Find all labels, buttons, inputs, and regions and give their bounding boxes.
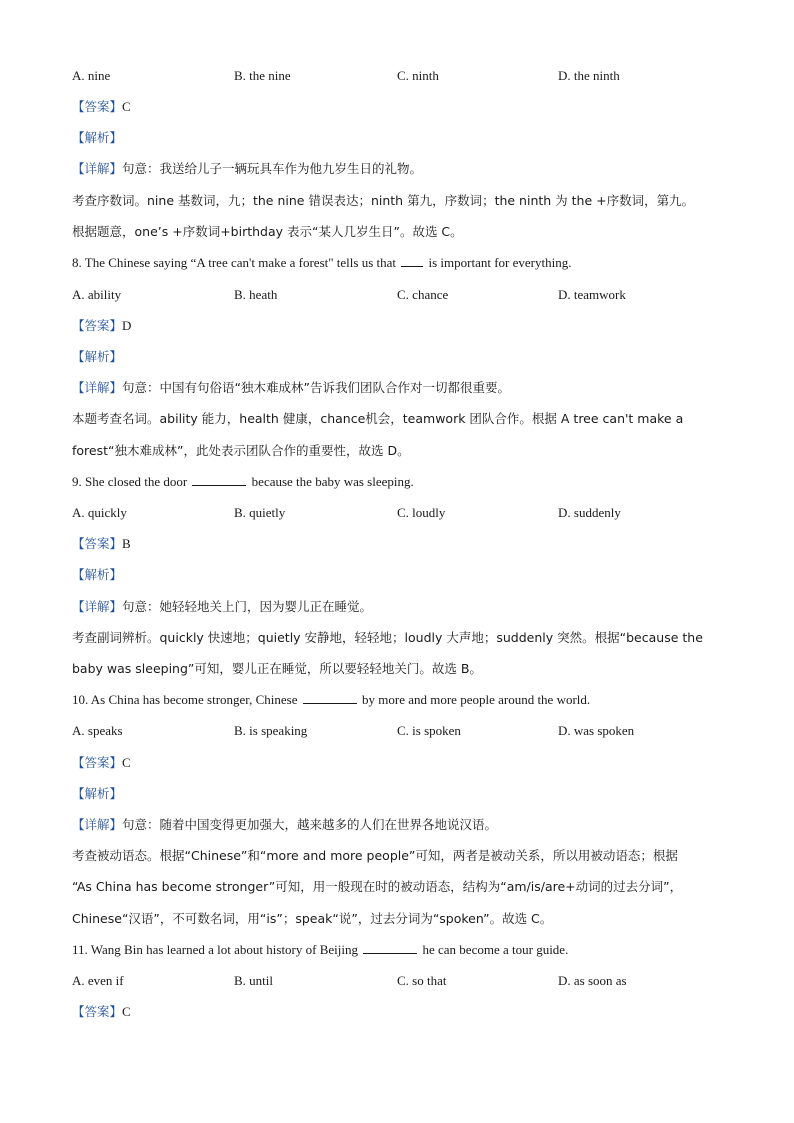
q10-stem — [72, 689, 732, 711]
answer-value: B — [122, 536, 131, 551]
q9-option-c: C. loudly — [397, 505, 446, 520]
q9-explain-1: 考查副词辨析。quickly 快速地；quietly 安静地，轻轻地；loudly 大声地；suddenly 突然。根据“because the — [72, 630, 703, 645]
answer-value: C — [122, 99, 131, 114]
q8-stem — [72, 252, 732, 274]
q8-option-b: B. heath — [234, 287, 278, 302]
q7-analysis — [72, 127, 732, 149]
q10-explain-3: Chinese“汉语”，不可数名词，用“is”；speak“说”，过去分词为“spoken”。故选 C。 — [72, 911, 553, 926]
q8-answer — [72, 315, 732, 337]
q8-detail — [72, 377, 732, 399]
q10-options — [72, 720, 732, 742]
q9-option-d: D. suddenly — [558, 505, 621, 520]
q11-stem — [72, 939, 732, 961]
q8-explain-1: 本题考查名词。ability 能力，health 健康，chance机会，teamwork 团队合作。根据 A tree can't make a — [72, 411, 684, 426]
q11-option-b: B. until — [234, 973, 274, 988]
q10-option-d: D. was spoken — [558, 723, 635, 738]
q10-detail — [72, 814, 732, 836]
q7-option-d: D. the ninth — [558, 68, 620, 83]
q11-answer — [72, 1001, 732, 1023]
analysis-label: 【解析】 — [72, 786, 123, 801]
q9-option-b: B. quietly — [234, 505, 286, 520]
answer-blank — [303, 689, 357, 704]
detail-text: 句意：她轻轻地关上门，因为婴儿正在睡觉。 — [122, 599, 373, 614]
q8-analysis — [72, 346, 732, 368]
q10-option-a: A. speaks — [72, 723, 123, 738]
q9-detail — [72, 596, 732, 618]
q9-option-a: A. quickly — [72, 505, 127, 520]
detail-text: 句意：我送给儿子一辆玩具车作为他九岁生日的礼物。 — [122, 161, 423, 176]
q10-answer — [72, 752, 732, 774]
detail-label: 【详解】 — [72, 161, 123, 176]
q7-option-c: C. ninth — [397, 68, 439, 83]
answer-value: C — [122, 1004, 131, 1019]
q7-explain-2: 根据题意，one’s +序数词+birthday 表示“某人几岁生日”。故选 C。 — [72, 224, 463, 239]
q9-stem-after: because the baby was sleeping. — [251, 474, 414, 489]
detail-label: 【详解】 — [72, 599, 123, 614]
q7-explain-1: 考查序数词。nine 基数词，九；the nine 错误表达；ninth 第九，序数词；the ninth 为 the +序数词，第九。 — [72, 193, 695, 208]
detail-label: 【详解】 — [72, 380, 123, 395]
analysis-label: 【解析】 — [72, 567, 123, 582]
q8-option-c: C. chance — [397, 287, 449, 302]
q9-explain-2: baby was sleeping”可知，婴儿正在睡觉，所以要轻轻地关门。故选 B。 — [72, 661, 482, 676]
q7-option-a: A. nine — [72, 68, 111, 83]
answer-label: 【答案】 — [72, 1004, 123, 1019]
q10-option-c: C. is spoken — [397, 723, 461, 738]
q11-options — [72, 970, 732, 992]
answer-value: D — [122, 318, 132, 333]
answer-label: 【答案】 — [72, 755, 123, 770]
q10-explain-1: 考查被动语态。根据“Chinese”和“more and more people”可知，两者是被动关系，所以用被动语态；根据 — [72, 848, 678, 863]
q8-explain-2: forest“独木难成林”，此处表示团队合作的重要性，故选 D。 — [72, 443, 410, 458]
q9-analysis — [72, 564, 732, 586]
q10-explain-2: “As China has become stronger”可知，用一般现在时的被动语态，结构为“am/is/are+动词的过去分词”， — [72, 879, 683, 894]
q9-stem — [72, 471, 732, 493]
answer-value: C — [122, 755, 131, 770]
q9-stem-before: 9. She closed the door — [72, 474, 188, 489]
q9-options — [72, 502, 732, 524]
answer-label: 【答案】 — [72, 99, 123, 114]
q11-stem-after: he can become a tour guide. — [422, 942, 569, 957]
q8-stem-after: is important for everything. — [428, 255, 572, 270]
q10-analysis — [72, 783, 732, 805]
q10-option-b: B. is speaking — [234, 723, 308, 738]
q7-option-b: B. the nine — [234, 68, 291, 83]
q7-detail — [72, 158, 732, 180]
detail-label: 【详解】 — [72, 817, 123, 832]
answer-label: 【答案】 — [72, 318, 123, 333]
q11-stem-before: 11. Wang Bin has learned a lot about history of Beijing — [72, 942, 358, 957]
q10-stem-before: 10. As China has become stronger, Chinese — [72, 692, 298, 707]
q9-answer — [72, 533, 732, 555]
q8-option-d: D. teamwork — [558, 287, 626, 302]
analysis-label: 【解析】 — [72, 349, 123, 364]
q11-option-d: D. as soon as — [558, 973, 627, 988]
answer-blank — [401, 252, 423, 267]
answer-blank — [363, 939, 417, 954]
detail-text: 句意：随着中国变得更加强大，越来越多的人们在世界各地说汉语。 — [122, 817, 498, 832]
q10-stem-after: by more and more people around the world. — [362, 692, 591, 707]
detail-text: 句意：中国有句俗语“独木难成林”告诉我们团队合作对一切都很重要。 — [122, 380, 510, 395]
answer-label: 【答案】 — [72, 536, 123, 551]
q11-option-c: C. so that — [397, 973, 447, 988]
answer-blank — [192, 471, 246, 486]
q7-answer — [72, 96, 732, 118]
q8-options — [72, 284, 732, 306]
q8-option-a: A. ability — [72, 287, 122, 302]
analysis-label: 【解析】 — [72, 130, 123, 145]
q8-stem-before: 8. The Chinese saying “A tree can't make a forest" tells us that — [72, 255, 397, 270]
q7-options — [72, 65, 732, 87]
q11-option-a: A. even if — [72, 973, 124, 988]
